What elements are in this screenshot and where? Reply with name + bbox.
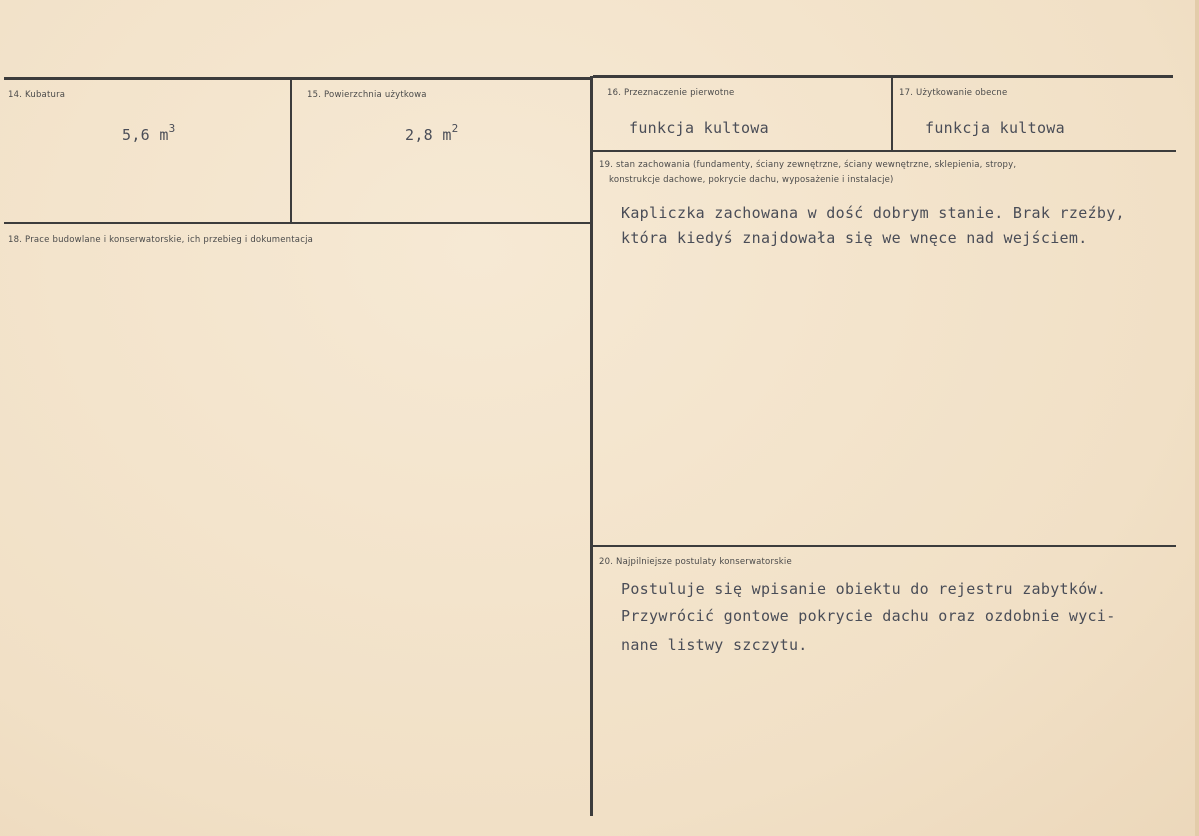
- divider-16-17: [891, 77, 893, 151]
- powierzchnia-value: [405, 124, 459, 144]
- top-rule-right: [593, 75, 1173, 78]
- uzytkowanie-value: funkcja kultowa: [925, 119, 1065, 137]
- powierzchnia-label: 15. Powierzchnia użytkowa: [307, 90, 427, 100]
- prace-label: 18. Prace budowlane i konserwatorskie, ich przebieg i dokumentacja: [8, 235, 314, 245]
- kubatura-unit-exponent: 3: [168, 122, 176, 135]
- rule-under-14-15: [4, 222, 590, 224]
- kubatura-value: [122, 124, 176, 144]
- kubatura-label: 14. Kubatura: [8, 90, 66, 100]
- rule-under-16-17: [593, 150, 1176, 152]
- przeznaczenie-label: 16. Przeznaczenie pierwotne: [607, 88, 735, 98]
- stan-label-line2: konstrukcje dachowe, pokrycie dachu, wyposażenie i instalacje): [609, 175, 894, 185]
- przeznaczenie-value: funkcja kultowa: [629, 119, 769, 137]
- postulaty-text-line2: Przywrócić gontowe pokrycie dachu oraz ozdobnie wyci-: [621, 607, 1116, 625]
- top-rule-left: [4, 77, 590, 80]
- powierzchnia-number: 2,8 m: [405, 126, 452, 144]
- divider-14-15: [290, 79, 292, 224]
- postulaty-label: 20. Najpilniejsze postulaty konserwatorskie: [599, 557, 792, 567]
- kubatura-number: 5,6 m: [122, 126, 169, 144]
- rule-above-20: [593, 545, 1176, 547]
- stan-text-line2: która kiedyś znajdowała się we wnęce nad wejściem.: [621, 229, 1088, 247]
- powierzchnia-unit-exponent: 2: [451, 122, 459, 135]
- postulaty-text-line1: Postuluje się wpisanie obiektu do rejestru zabytków.: [621, 580, 1107, 598]
- stan-text-line1: Kapliczka zachowana w dość dobrym stanie. Brak rzeźby,: [621, 204, 1125, 222]
- center-divider: [590, 76, 593, 816]
- uzytkowanie-label: 17. Użytkowanie obecne: [899, 88, 1008, 98]
- stan-label-line1: 19. stan zachowania (fundamenty, ściany zewnętrzne, ściany wewnętrzne, sklepienia, stropy,: [599, 160, 1017, 170]
- postulaty-text-line3: nane listwy szczytu.: [621, 636, 808, 654]
